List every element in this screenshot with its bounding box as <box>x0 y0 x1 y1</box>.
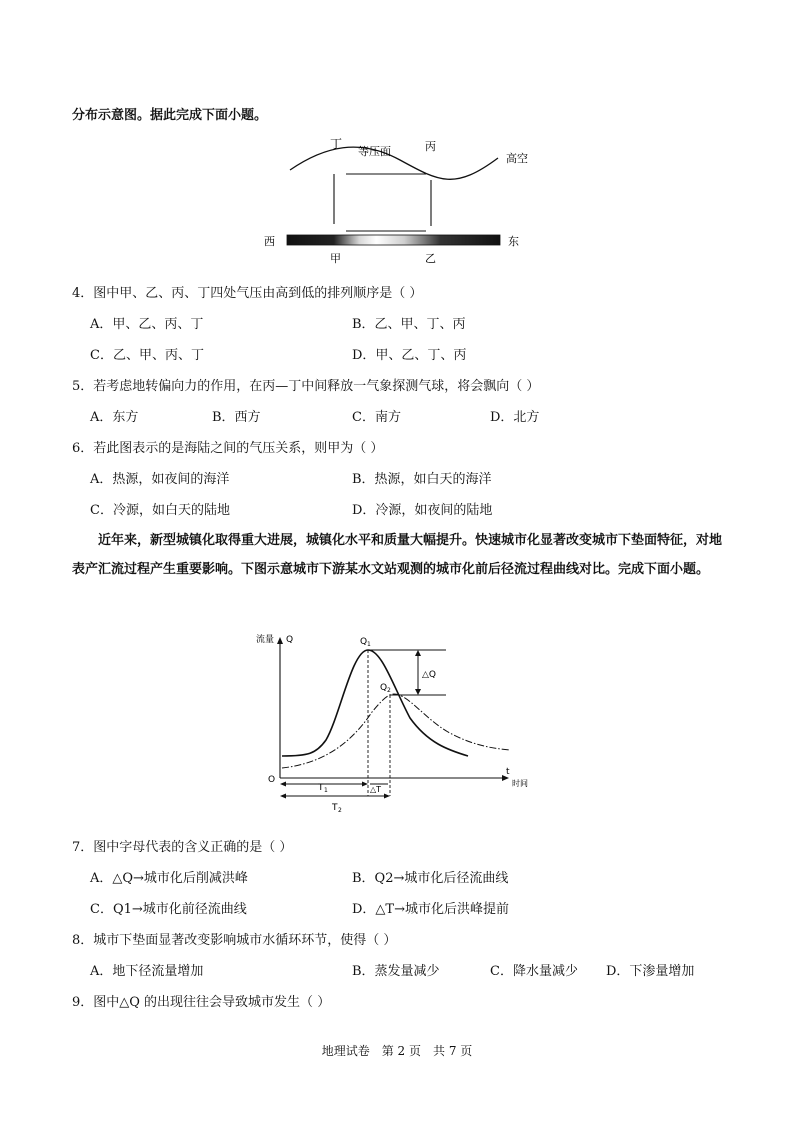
delta-q-arrow-top <box>415 650 421 656</box>
q2-subscript: 2 <box>387 687 391 694</box>
q6-option-a[interactable]: A．热源，如夜间的海洋 <box>90 472 230 487</box>
q8-stem: 8．城市下垫面显著改变影响城市水循环环节，使得（ ） <box>72 933 397 948</box>
q4-option-d[interactable]: D．甲、乙、丁、丙 <box>352 348 467 363</box>
y-label-q: Q <box>286 635 294 645</box>
q4-option-b[interactable]: B．乙、甲、丁、丙 <box>352 317 466 332</box>
t1-label: T <box>318 783 324 793</box>
label-isobaric-surface: 等压面 <box>358 145 391 158</box>
q8-option-d[interactable]: D．下渗量增加 <box>606 964 695 979</box>
q8-option-a[interactable]: A．地下径流量增加 <box>90 964 204 979</box>
q5-option-b[interactable]: B．西方 <box>212 410 261 425</box>
q9-stem: 9．图中△Q 的出现往往会导致城市发生（ ） <box>72 995 331 1010</box>
label-bing: 丙 <box>425 140 436 153</box>
delta-q-arrow-bottom <box>415 689 421 695</box>
q5-option-c[interactable]: C．南方 <box>352 410 401 425</box>
q5-stem: 5．若考虑地转偏向力的作用，在丙—丁中间释放一气象探测气球，将会飘向（ ） <box>72 379 540 394</box>
origin-label: O <box>268 775 276 785</box>
ground-surface-bar <box>287 235 500 245</box>
label-ding: 丁 <box>330 137 343 151</box>
q1-subscript: 1 <box>367 641 371 648</box>
q7-option-d[interactable]: D．△T→城市化后洪峰提前 <box>352 902 509 917</box>
q5-option-a[interactable]: A．东方 <box>90 410 139 425</box>
curve-dashdot-q2 <box>282 694 510 768</box>
page-footer: 地理试卷 第 2 页 共 7 页 <box>321 1044 473 1058</box>
curve-solid-q1 <box>282 650 468 756</box>
q4-option-a[interactable]: A．甲、乙、丙、丁 <box>90 317 204 332</box>
q6-option-b[interactable]: B．热源，如白天的海洋 <box>352 472 492 487</box>
t2-subscript: 2 <box>338 807 342 814</box>
t2-label: T <box>332 803 338 813</box>
q4-stem: 4．图中甲、乙、丙、丁四处气压由高到低的排列顺序是（ ） <box>72 286 423 301</box>
x-label-cn: 时间 <box>512 779 528 788</box>
q7-option-b[interactable]: B．Q2→城市化后径流曲线 <box>352 871 509 886</box>
x-label-t: t <box>506 767 510 777</box>
q8-option-b[interactable]: B．蒸发量减少 <box>352 964 440 979</box>
label-yi: 乙 <box>425 252 436 265</box>
passage-text: 近年来，新型城镇化取得重大进展，城镇化水平和质量大幅提升。快速城市化显著改变城市下垫面特征，对地表产汇流过程产生重要影响。下图示意城市下游某水文站观测的城市化前后径流过程曲线对比。完成下面小题。 <box>72 533 723 577</box>
q5-option-d[interactable]: D．北方 <box>490 410 540 425</box>
q6-stem: 6．若此图表示的是海陆之间的气压关系，则甲为（ ） <box>72 441 384 456</box>
q1-label: Q <box>360 637 368 647</box>
runoff-hydrograph <box>248 628 540 818</box>
q8-option-c[interactable]: C．降水量减少 <box>490 964 578 979</box>
label-west: 西 <box>264 235 275 248</box>
q2-label: Q <box>380 683 388 693</box>
y-axis-arrow <box>277 637 283 644</box>
q7-stem: 7．图中字母代表的含义正确的是（ ） <box>72 840 293 855</box>
label-east: 东 <box>508 235 519 248</box>
q7-option-a[interactable]: A．△Q→城市化后削减洪峰 <box>90 871 248 886</box>
y-label-cn: 流量 <box>256 635 275 645</box>
label-gaokong: 高空 <box>506 152 528 165</box>
q6-option-d[interactable]: D．冷源，如夜间的陆地 <box>352 503 493 518</box>
intro-line: 分布示意图。据此完成下面小题。 <box>72 108 268 123</box>
t1-subscript: 1 <box>324 787 328 794</box>
q7-option-c[interactable]: C．Q1→城市化前径流曲线 <box>90 902 247 917</box>
delta-q-label: △Q <box>422 670 437 680</box>
delta-t-label: △T <box>370 785 382 794</box>
q4-option-c[interactable]: C．乙、甲、丙、丁 <box>90 348 204 363</box>
q6-option-c[interactable]: C．冷源，如白天的陆地 <box>90 503 230 518</box>
isobar-diagram <box>250 128 550 268</box>
passage-paragraph <box>72 526 722 584</box>
label-jia: 甲 <box>330 252 341 265</box>
